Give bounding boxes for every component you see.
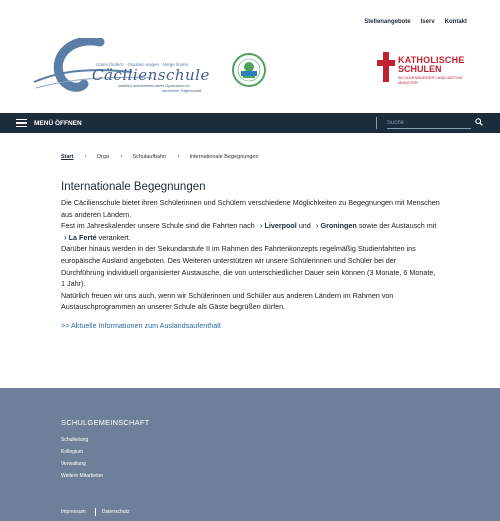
open-menu-label: MENÜ ÖFFNEN	[34, 119, 82, 127]
breadcrumb-current: Internationale Begegnungen	[189, 153, 259, 160]
kath-subtitle: IM OLDENBURGER LAND BISTUM MÜNSTER	[398, 75, 463, 85]
school-logo[interactable]	[32, 38, 212, 102]
breadcrumb	[61, 153, 259, 160]
footer-link-verwaltung[interactable]: Verwaltung	[61, 461, 86, 467]
link-la-ferte[interactable]: La Ferté	[68, 232, 97, 242]
red-cross-icon	[377, 52, 395, 82]
logo-subtitle-2: kirchlicher Trägerschaft	[162, 89, 202, 93]
chevron-right-icon: ›	[177, 153, 180, 160]
footer-divider	[95, 508, 96, 516]
main-content	[61, 181, 441, 330]
paragraph-trips-a: Fest im Jahreskalender unsere Schule sind die Fahrten nach	[61, 221, 255, 231]
eco-seal-icon	[231, 52, 267, 88]
breadcrumb-orga[interactable]: Orga	[96, 153, 110, 160]
kath-title-2: SCHULEN	[398, 64, 442, 74]
breadcrumb-schulaufbahn[interactable]: Schulaufbahn	[132, 153, 167, 160]
chevron-right-icon: ›	[259, 221, 263, 231]
logo-name: Cäcilienschule	[92, 66, 210, 84]
open-menu-button[interactable]	[16, 119, 82, 127]
paragraph-intro: Die Cäcilienschule bietet ihren Schülerinnen und Schülern verschiedene Möglichkeiten zu Begegnungen mit Menschen aus anderen Ländern.	[61, 198, 440, 219]
footer-link-schulleitung[interactable]: Schulleitung	[61, 437, 89, 443]
hamburger-icon	[16, 119, 27, 127]
datenschutz-link[interactable]: Datenschutz	[101, 509, 130, 515]
chevron-right-icon: ›	[120, 153, 123, 160]
search-icon[interactable]	[475, 118, 483, 126]
main-menu-bar	[0, 113, 500, 133]
impressum-link[interactable]: Impressum	[61, 509, 86, 515]
page-title: Internationale Begegnungen	[61, 181, 206, 193]
paragraph-guests: Natürlich freuen wir uns auch, wenn wir Schülerinnen und Schüler aus anderen Ländern im Rahmen von Austauschprogrammen an unserer Schule als Gäste begrüßen dürfen.	[61, 290, 394, 312]
chevron-right-icon: ›	[64, 232, 67, 242]
top-utility-nav	[359, 19, 467, 25]
footer-link-weitere-mitarbeiter[interactable]: Weitere Mitarbeiter	[61, 473, 104, 479]
intro-text	[61, 197, 441, 313]
chevron-right-icon: ›	[315, 221, 319, 231]
footer-heading: SCHULGEMEINSCHAFT	[61, 418, 150, 427]
abroad-info-link[interactable]: >> Aktuelle Informationen zum Auslandsaufenthalt	[61, 320, 221, 330]
paragraph-trips-c: sowie der Austausch mit	[358, 221, 437, 231]
paragraph-trips-b: und	[298, 221, 311, 231]
kath-title-1: KATHOLISCHE	[398, 55, 465, 65]
footer-legal-links	[61, 508, 130, 516]
paragraph-trips-d: verankert.	[98, 232, 131, 242]
top-link-iserv[interactable]: Iserv	[420, 19, 435, 25]
eco-school-seal	[231, 52, 267, 88]
top-link-kontakt[interactable]: Kontakt	[444, 19, 467, 25]
chevron-right-icon: ›	[84, 153, 87, 160]
paragraph-studytrips: Darüber hinaus werden in der Sekundarstufe II im Rahmen des Fahrtenkonzepts regelmäßig Studienfahrten ins europäische Ausland angeboten. Des Weiteren unterstützen wir unsere Schülerinnen und Schüler bei der Durchführung individuell organisierter Austausche, die von unterschiedlicher Dauer sein können (3 Monate, 6 Monate, 1 Jahr).	[61, 244, 436, 289]
logo-subtitle-1: staatlich anerkanntes freies Gymnasium in	[118, 84, 190, 88]
footer-link-kollegium[interactable]: Kollegium	[61, 449, 83, 455]
link-groningen[interactable]: Groningen	[320, 221, 357, 231]
top-link-stellenangebote[interactable]: Stellenangebote	[364, 19, 411, 25]
logo-tagline: Gutes fördern · Glauben wagen · Wege finden	[96, 62, 189, 67]
search-box	[376, 117, 485, 129]
breadcrumb-start[interactable]: Start	[61, 153, 74, 160]
footer	[0, 388, 500, 521]
link-liverpool[interactable]: Liverpool	[264, 221, 297, 231]
katholische-schulen-logo[interactable]	[377, 52, 467, 86]
search-input[interactable]	[387, 117, 471, 129]
